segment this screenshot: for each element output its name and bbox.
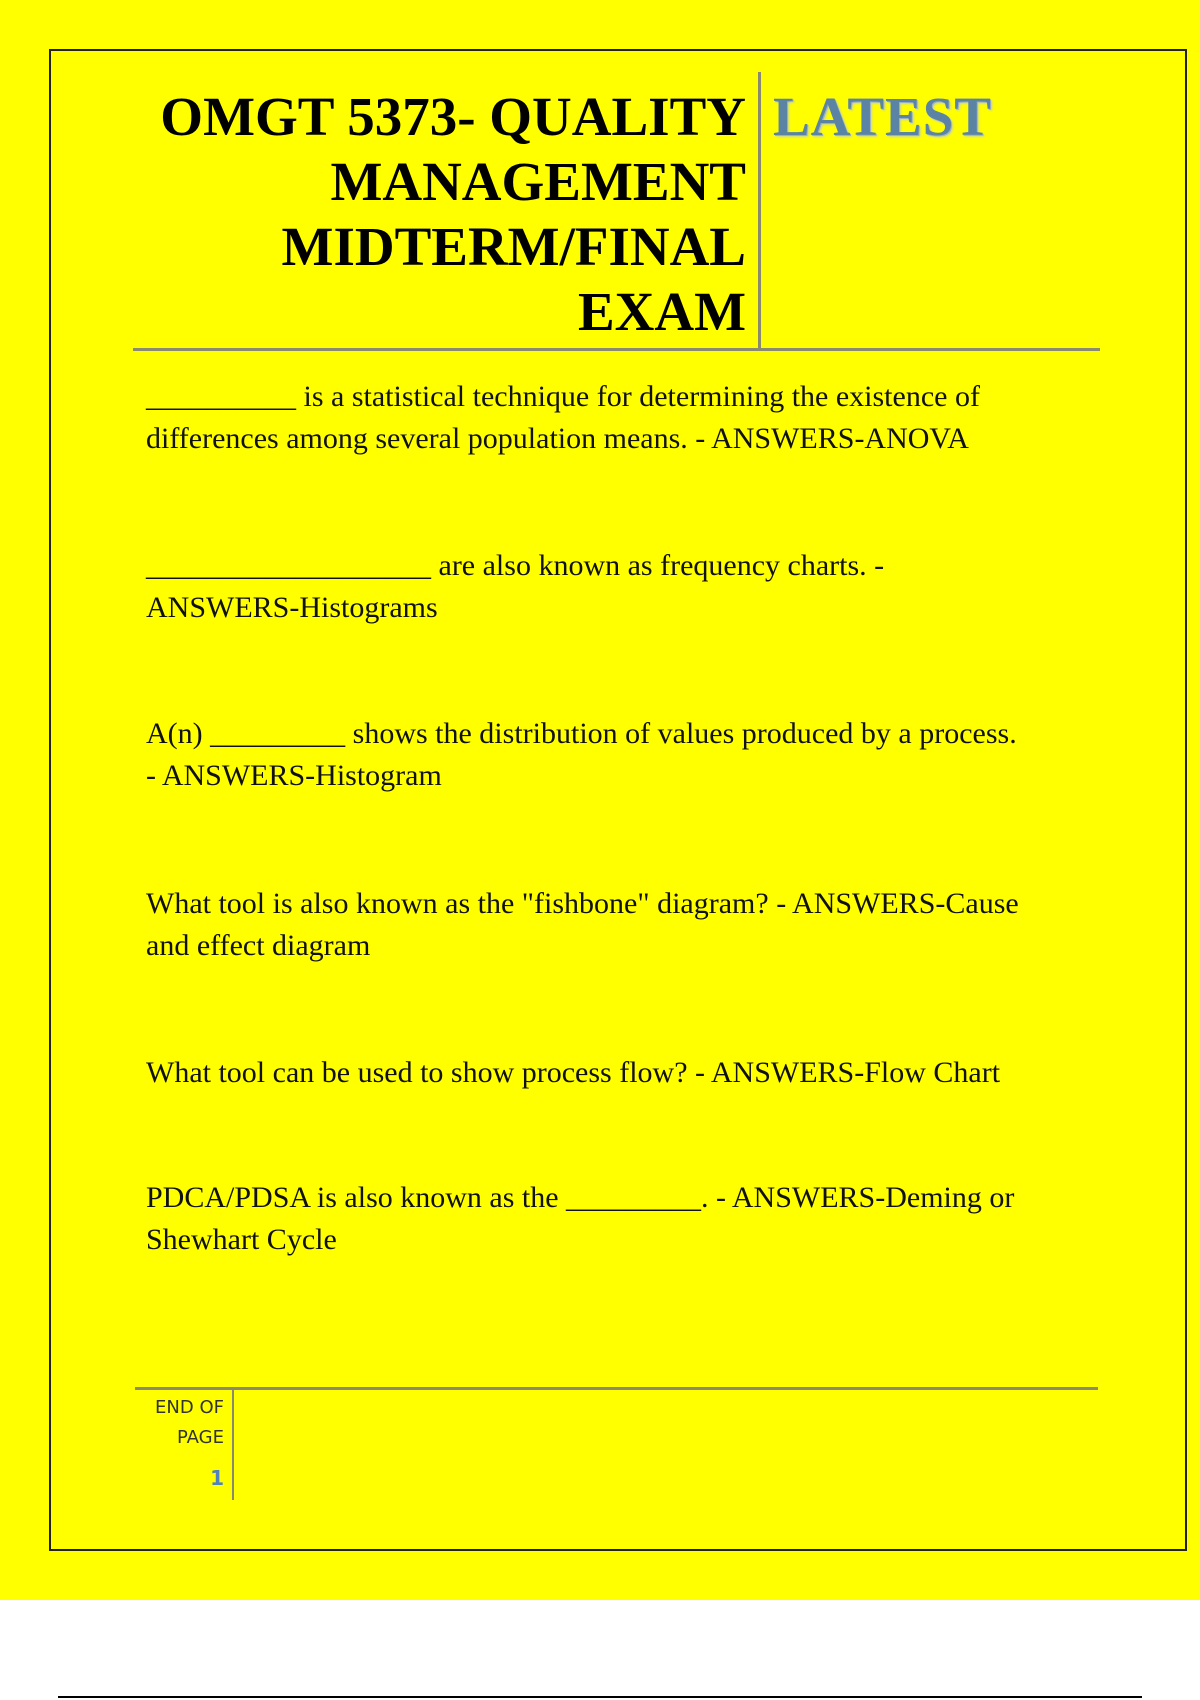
footer-label-line: END OF bbox=[155, 1397, 224, 1418]
question-item bbox=[146, 1177, 1096, 1261]
question-line: What tool is also known as the "fishbone" diagram? - ANSWERS-Cause bbox=[146, 887, 1019, 920]
latest-badge: LATEST bbox=[773, 86, 992, 147]
footer-divider-vertical bbox=[232, 1390, 234, 1500]
question-item bbox=[146, 545, 1096, 629]
title-line: OMGT 5373- QUALITY bbox=[160, 86, 746, 147]
footer-divider-horizontal bbox=[135, 1387, 1098, 1390]
question-line: ___________________ are also known as frequency charts. - bbox=[146, 549, 885, 582]
document-header bbox=[133, 72, 1100, 350]
question-line: and effect diagram bbox=[146, 929, 371, 962]
question-item bbox=[146, 376, 1096, 460]
footer-label-line: PAGE bbox=[176, 1427, 224, 1448]
page-number: 1 bbox=[210, 1466, 224, 1490]
title-line: MANAGEMENT bbox=[330, 151, 746, 212]
end-of-page-label bbox=[140, 1393, 224, 1453]
question-line: PDCA/PDSA is also known as the _________. - ANSWERS-Deming or bbox=[146, 1181, 1015, 1214]
question-item bbox=[146, 713, 1096, 797]
question-line: What tool can be used to show process flow? - ANSWERS-Flow Chart bbox=[146, 1056, 1001, 1089]
bottom-rule bbox=[58, 1696, 1142, 1698]
question-line: ANSWERS-Histograms bbox=[146, 591, 438, 624]
question-line: __________ is a statistical technique for determining the existence of bbox=[146, 380, 980, 413]
question-line: Shewhart Cycle bbox=[146, 1223, 337, 1256]
document-title bbox=[133, 72, 758, 350]
title-line: MIDTERM/FINAL bbox=[281, 216, 746, 277]
header-divider-vertical bbox=[758, 72, 761, 348]
header-divider-horizontal bbox=[133, 348, 1100, 351]
question-item bbox=[146, 883, 1096, 967]
question-item bbox=[146, 1052, 1096, 1094]
question-line: - ANSWERS-Histogram bbox=[146, 759, 442, 792]
title-line: EXAM bbox=[577, 281, 746, 342]
question-line: A(n) _________ shows the distribution of values produced by a process. bbox=[146, 717, 1017, 750]
question-line: differences among several population means. - ANSWERS-ANOVA bbox=[146, 422, 969, 455]
